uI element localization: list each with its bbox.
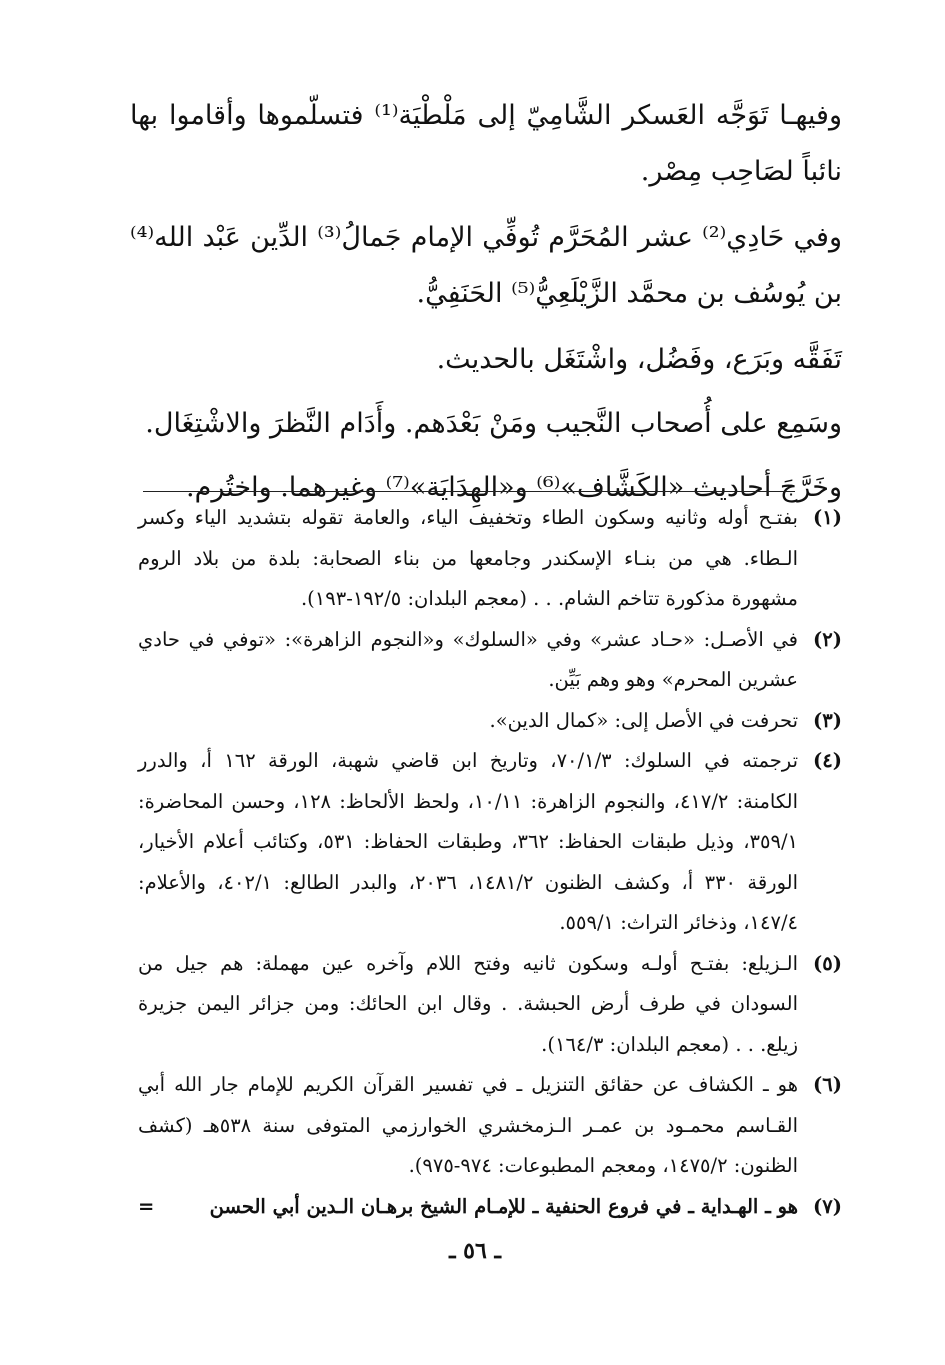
main-text	[130, 88, 842, 516]
footnote-6	[138, 1065, 842, 1187]
footnote-text: ترجمته في السلوك: ٧٠/١/٣، وتاريخ ابن قاضي شهبة، الورقة ١٦٢ أ، والدرر الكامنة: ٤١٧/٢، والنجوم الزاهرة: ١٠/١١، ولحظ الألحاظ: ١٢٨، وحسن المحاضرة: ٣٥٩/١، وذيل طبقات الحفاظ: ٣٦٢، وطبقات الحفاظ: ٥٣١، وكتائب أعلام الأخيار، الورقة ٣٣٠ أ، وكشف الظنون ١٤٨١/٢، ٢٠٣٦، والبدر الطالع: ٤٠٢/١، والأعلام: ١٤٧/٤، وذخائر التراث: ٥٥٩/١.	[138, 749, 799, 934]
main-paragraph-4: وسَمِع على أُصحاب النَّجيب ومَنْ بَعْدَهم. وأَدَام النَّظرَ والاشْتِغَال.	[145, 408, 842, 439]
footnote-number: (٣)	[813, 708, 842, 732]
footnote-text: بفتـح أوله وثانيه وسكون الطاء وتخفيف الياء، والعامة تقوله بتشديد الياء وكسر الـطاء. هي من بنـاء الإسكندر وجامعها من بناء الصحابة: بلدة من بلاد الروم مشهورة مذكورة تتاخم الشام. . . (معجم البلدان: ١٩٢/٥-١٩٣).	[138, 506, 798, 610]
continuation-mark: =	[138, 1194, 155, 1218]
footnote-number: (٢)	[813, 627, 842, 651]
footnote-5	[138, 944, 842, 1066]
main-paragraph-1: وفيهـا تَوَجَّه العَسكر الشَّامِيّ إلى مَلْطْيَة⁽¹⁾ فتسلّموها وأقاموا بها نائباً لصَاحِب مِصْر.	[130, 100, 842, 187]
footnote-text: هو ـ الكشاف عن حقائق التنزيل ـ في تفسير القرآن الكريم للإمام جار الله أبي القـاسم محمـود بن عمـر الـزمخشري الخوارزمي المتوفى سنة ٥٣٨هـ (كشف الظنون: ١٤٧٥/٢، ومعجم المطبوعات: ٩٧٤-٩٧٥).	[138, 1073, 798, 1177]
footnote-number: (٦)	[813, 1073, 842, 1096]
main-paragraph-3: تَفَقَّه وبَرَع، وفَضُل، واشْتَغَل بالحديث.	[436, 344, 842, 375]
footnote-number: (٧)	[813, 1194, 842, 1218]
main-paragraph-5: وخَرَّجَ أحاديث «الكَشَّاف»⁽⁶⁾ و«الهِدَايَة»⁽⁷⁾ وغيرهما. واختُرم.	[186, 472, 842, 503]
footnote-divider	[143, 491, 795, 492]
footnote-4	[138, 741, 842, 944]
footnote-2	[138, 620, 842, 701]
footnote-number: (٥)	[813, 951, 842, 975]
main-paragraph-2: وفي حَادِي⁽²⁾ عشر المُحَرَّم تُوفِّي الإمام جَمالُ⁽³⁾ الدِّين عَبْد الله⁽⁴⁾ بن يُوسُف بن محمَّد الزَّيْلَعِيُّ⁽⁵⁾ الحَنَفِيُّ.	[130, 222, 842, 309]
footnotes	[138, 498, 842, 1227]
footnote-text: في الأصـل: «حـاد عشر» وفي «السلوك» و«النجوم الزاهرة»: «توفي في حادي عشرين المحرم» وهو وهم بَيِّن.	[138, 627, 798, 691]
page-number: ـ ٥٦ ـ	[449, 1238, 501, 1264]
footnote-text: تحرفت في الأصل إلى: «كمال الدين».	[489, 708, 798, 732]
footnote-text: هو ـ الهـداية ـ في فروع الحنفية ـ للإمـام الشيخ برهـان الـدين أبي الحسن	[209, 1194, 798, 1218]
footnote-3	[138, 701, 842, 742]
footnote-number: (٤)	[813, 749, 842, 772]
footnote-7	[138, 1187, 842, 1228]
footnote-number: (١)	[813, 506, 842, 529]
footnote-1	[138, 498, 842, 620]
footnote-text: الـزيلع: بفتـح أولـه وسكون ثانيه وفتح اللام وآخره عين مهملة: هم جيل من السودان في طرف أرض الحبشة. . وقال ابن الحائك: ومن جزائر اليمن جزيرة زيلع. . . (معجم البلدان: ١٦٤/٣).	[138, 951, 798, 1056]
